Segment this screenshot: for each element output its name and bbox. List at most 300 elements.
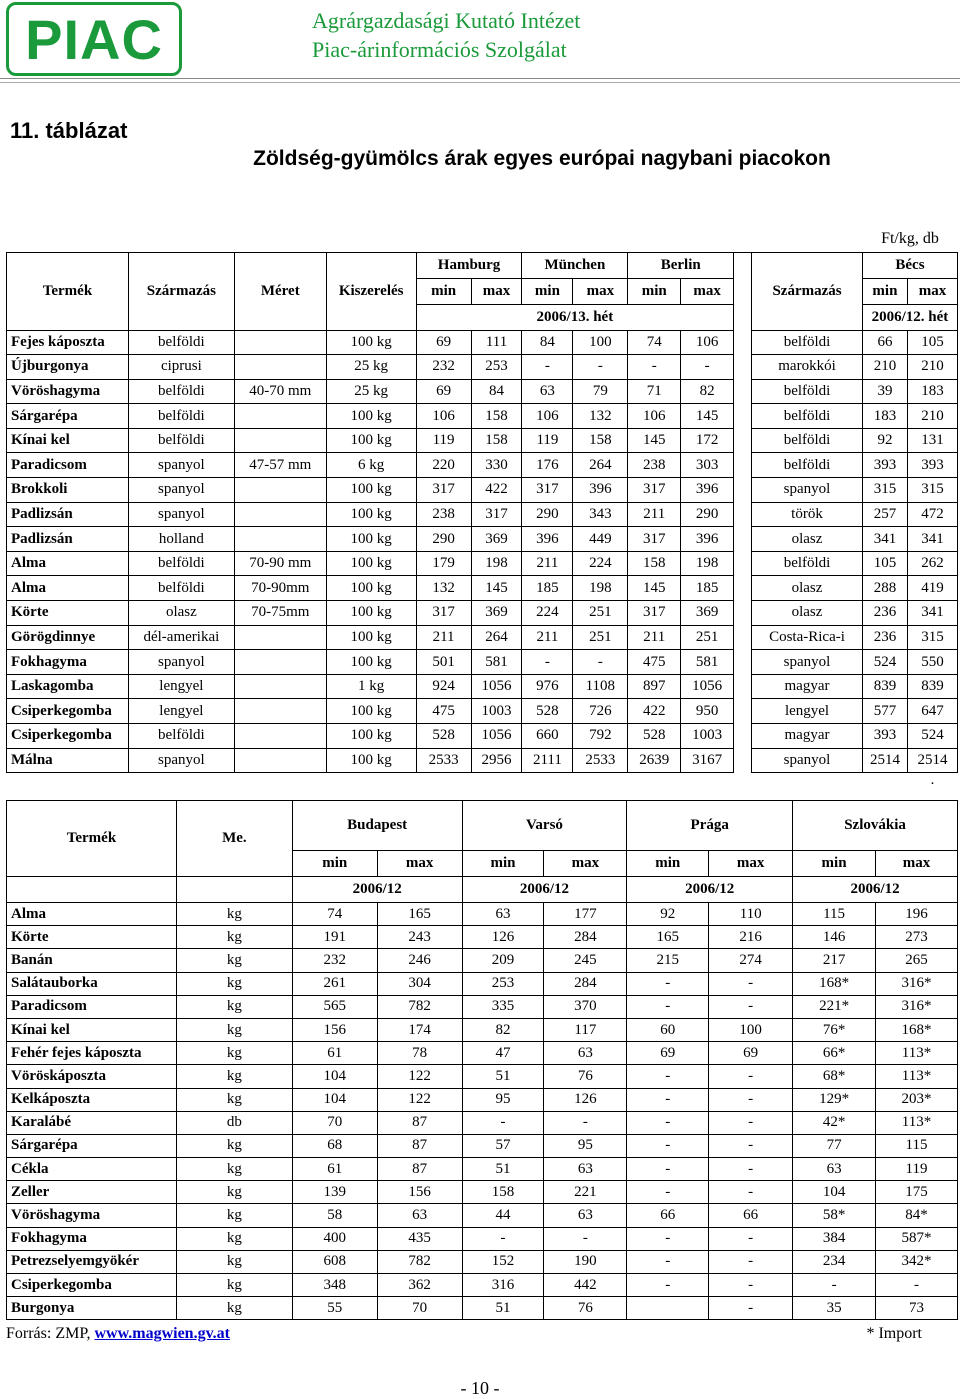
table-cell: 84 [471, 379, 522, 404]
table-row [7, 1204, 958, 1227]
hdr-max: max [907, 278, 957, 304]
table-cell: 100 kg [326, 330, 416, 355]
table-row [7, 748, 958, 773]
product-name: Sárgarépa [7, 404, 129, 429]
table-cell: 100 kg [326, 551, 416, 576]
table-cell: kg [176, 1018, 292, 1041]
table-cell: 100 [709, 1018, 793, 1041]
table-cell: 100 kg [326, 625, 416, 650]
product-name: Kínai kel [7, 1018, 177, 1041]
table-cell: 158 [573, 428, 628, 453]
table-cell: 501 [416, 650, 471, 675]
table-cell: 132 [573, 404, 628, 429]
column-gap [734, 478, 752, 503]
table-cell: 100 kg [326, 527, 416, 552]
table-cell: 175 [876, 1181, 958, 1204]
product-name: Fejes káposzta [7, 330, 129, 355]
table-cell: 290 [522, 502, 573, 527]
table-cell: 211 [522, 551, 573, 576]
table-cell: olasz [128, 601, 234, 626]
column-gap [734, 404, 752, 429]
table-cell: 839 [862, 674, 907, 699]
table-cell: 316 [462, 1274, 544, 1297]
product-name: Burgonya [7, 1297, 177, 1320]
table-cell: 792 [573, 724, 628, 749]
table-cell: 215 [627, 949, 709, 972]
table-cell: 126 [544, 1088, 627, 1111]
table-cell: 74 [292, 903, 377, 926]
table-cell: lengyel [128, 674, 234, 699]
table-cell: 165 [627, 926, 709, 949]
hdr-max: max [573, 278, 628, 304]
table-cell: 100 kg [326, 478, 416, 503]
table-cell: 897 [628, 674, 681, 699]
hdr-max: max [681, 278, 734, 304]
table-row [7, 428, 958, 453]
table-cell: - [628, 355, 681, 380]
piac-logo [6, 2, 182, 76]
table-cell: 179 [416, 551, 471, 576]
table-cell: 174 [377, 1018, 462, 1041]
table-cell [234, 748, 326, 773]
table-cell: 122 [377, 1088, 462, 1111]
table-cell: 524 [907, 724, 957, 749]
market-hamburg: Hamburg [416, 252, 522, 278]
table-cell: 63 [544, 1204, 627, 1227]
product-name: Salátauborka [7, 972, 177, 995]
table-cell: 528 [628, 724, 681, 749]
table-cell: 82 [462, 1018, 544, 1041]
table-cell: 131 [907, 428, 957, 453]
table-cell: 253 [471, 355, 522, 380]
table-cell: 1056 [471, 674, 522, 699]
table-cell: marokkói [752, 355, 863, 380]
table-cell: 304 [377, 972, 462, 995]
table-cell: 528 [416, 724, 471, 749]
table-cell: 246 [377, 949, 462, 972]
table-cell: belföldi [128, 379, 234, 404]
table-cell: 839 [907, 674, 957, 699]
product-name: Újburgonya [7, 355, 129, 380]
hdr-min: min [416, 278, 471, 304]
product-name: Fokhagyma [7, 1227, 177, 1250]
table-cell: 113* [876, 1065, 958, 1088]
table-cell [234, 428, 326, 453]
source-prefix: Forrás: ZMP, [6, 1325, 95, 1342]
hdr-max: max [544, 851, 627, 877]
table-cell: 393 [907, 453, 957, 478]
table-cell: 369 [471, 527, 522, 552]
table-cell: 369 [681, 601, 734, 626]
market-praga: Prága [627, 801, 793, 851]
table-cell: 210 [907, 355, 957, 380]
table-cell: 587* [876, 1227, 958, 1250]
col-header-meret: Méret [234, 252, 326, 330]
table-cell: 145 [628, 428, 681, 453]
table-cell: 317 [628, 527, 681, 552]
table-row [7, 379, 958, 404]
table-row [7, 674, 958, 699]
table-cell: 190 [544, 1250, 627, 1273]
table-row [7, 1227, 958, 1250]
product-name: Alma [7, 903, 177, 926]
table-cell: 105 [907, 330, 957, 355]
table-cell: 165 [377, 903, 462, 926]
table-cell: 348 [292, 1274, 377, 1297]
table-cell: 341 [907, 527, 957, 552]
table-row [7, 502, 958, 527]
table-cell: 210 [862, 355, 907, 380]
table-cell: 115 [876, 1134, 958, 1157]
market-munchen: München [522, 252, 628, 278]
table-cell: olasz [752, 601, 863, 626]
table-cell: 924 [416, 674, 471, 699]
product-name: Málna [7, 748, 129, 773]
table-cell: 100 kg [326, 601, 416, 626]
table-cell: kg [176, 1042, 292, 1065]
table-cell: - [462, 1111, 544, 1134]
col-header-szarmazas: Származás [128, 252, 234, 330]
table-cell: 100 kg [326, 502, 416, 527]
table-cell: belföldi [128, 330, 234, 355]
market-szlovakia: Szlovákia [793, 801, 958, 851]
table-cell: 317 [628, 478, 681, 503]
table-cell: 100 kg [326, 650, 416, 675]
table-row [7, 1065, 958, 1088]
period-label: 2006/12 [627, 877, 793, 903]
price-table-markets [6, 226, 958, 791]
table-cell: 129* [793, 1088, 876, 1111]
table-cell: - [627, 1134, 709, 1157]
table-cell: 565 [292, 995, 377, 1018]
table-cell: 303 [681, 453, 734, 478]
product-name: Vöröshagyma [7, 1204, 177, 1227]
table-cell: 449 [573, 527, 628, 552]
table-cell: 264 [573, 453, 628, 478]
table-cell: 44 [462, 1204, 544, 1227]
source-link[interactable]: www.magwien.gv.at [94, 1325, 231, 1342]
table-cell: 262 [907, 551, 957, 576]
table-cell: 251 [573, 601, 628, 626]
table-cell: 224 [573, 551, 628, 576]
table-cell: 221 [544, 1181, 627, 1204]
product-name: Csiperkegomba [7, 724, 129, 749]
product-name: Görögdinnye [7, 625, 129, 650]
table-cell: kg [176, 949, 292, 972]
table-cell: - [709, 995, 793, 1018]
table-cell: 2514 [862, 748, 907, 773]
column-gap [734, 724, 752, 749]
table-cell: - [709, 1158, 793, 1181]
table-cell: db [176, 1111, 292, 1134]
table-cell: kg [176, 1134, 292, 1157]
table-row [7, 1134, 958, 1157]
table-cell: - [627, 1158, 709, 1181]
table-cell: - [709, 1227, 793, 1250]
table-row [7, 903, 958, 926]
header-rule-thin [0, 82, 960, 83]
hdr-min: min [292, 851, 377, 877]
table-cell: 66 [709, 1204, 793, 1227]
table-cell: belföldi [752, 453, 863, 478]
table-cell: 211 [416, 625, 471, 650]
table-cell: 39 [862, 379, 907, 404]
table-row [7, 527, 958, 552]
table-cell: 95 [462, 1088, 544, 1111]
table-cell: 290 [681, 502, 734, 527]
table-cell: 6 kg [326, 453, 416, 478]
table-cell: 76* [793, 1018, 876, 1041]
table-cell: - [522, 650, 573, 675]
product-name: Cékla [7, 1158, 177, 1181]
table-cell: 726 [573, 699, 628, 724]
table-cell: kg [176, 1227, 292, 1250]
table-cell: 210 [907, 404, 957, 429]
table-cell: belföldi [128, 724, 234, 749]
table-row [7, 551, 958, 576]
table-cell: 139 [292, 1181, 377, 1204]
table-cell: 475 [628, 650, 681, 675]
table-cell: 2111 [522, 748, 573, 773]
table-cell: 393 [862, 453, 907, 478]
table-cell: 100 [573, 330, 628, 355]
table-cell: 442 [544, 1274, 627, 1297]
table-cell: 341 [862, 527, 907, 552]
table-cell: holland [128, 527, 234, 552]
table-cell: 581 [681, 650, 734, 675]
table-cell: olasz [752, 576, 863, 601]
table-cell: 156 [377, 1181, 462, 1204]
table-cell [234, 674, 326, 699]
table-cell: - [709, 972, 793, 995]
table-row [7, 453, 958, 478]
table-cell: kg [176, 1158, 292, 1181]
column-gap [734, 601, 752, 626]
table-cell: kg [176, 1297, 292, 1320]
institute-header [312, 6, 580, 64]
table-cell: 77 [793, 1134, 876, 1157]
service-name: Piac-árinformációs Szolgálat [312, 37, 567, 62]
table-cell [234, 724, 326, 749]
table-cell: - [522, 355, 573, 380]
table-cell: - [627, 1227, 709, 1250]
table-cell: 1003 [471, 699, 522, 724]
table-cell: 168* [793, 972, 876, 995]
table-cell: 106 [681, 330, 734, 355]
table-row [7, 1297, 958, 1320]
table-cell: 87 [377, 1158, 462, 1181]
table-cell: kg [176, 926, 292, 949]
table-cell: kg [176, 1088, 292, 1111]
product-name: Alma [7, 576, 129, 601]
table-cell: 216 [709, 926, 793, 949]
table-cell: 475 [416, 699, 471, 724]
table-row [7, 355, 958, 380]
table-cell: 40-70 mm [234, 379, 326, 404]
table-cell: 100 kg [326, 748, 416, 773]
table-cell: 177 [544, 903, 627, 926]
table-cell: 92 [627, 903, 709, 926]
column-gap [734, 527, 752, 552]
table-cell: 66* [793, 1042, 876, 1065]
table-cell: 78 [377, 1042, 462, 1065]
column-gap [734, 576, 752, 601]
table-row [7, 926, 958, 949]
table-cell: 185 [681, 576, 734, 601]
table-cell: 119 [416, 428, 471, 453]
table-cell: 158 [628, 551, 681, 576]
table-cell: belföldi [752, 330, 863, 355]
table-cell: 198 [471, 551, 522, 576]
table-cell: 71 [628, 379, 681, 404]
table-cell: 261 [292, 972, 377, 995]
table-cell: 172 [681, 428, 734, 453]
table-cell: 35 [793, 1297, 876, 1320]
table-cell: 82 [681, 379, 734, 404]
table-cell: 183 [862, 404, 907, 429]
table-cell: 100 kg [326, 576, 416, 601]
table-cell: 2514 [907, 748, 957, 773]
table-cell: 290 [416, 527, 471, 552]
period-label: 2006/12 [793, 877, 958, 903]
table-cell: 196 [876, 903, 958, 926]
table-cell: 211 [628, 502, 681, 527]
table-cell: 782 [377, 995, 462, 1018]
table-cell: 393 [862, 724, 907, 749]
table-cell: 362 [377, 1274, 462, 1297]
table-row [7, 1018, 958, 1041]
table-cell: 61 [292, 1042, 377, 1065]
column-gap [734, 551, 752, 576]
table-cell: 119 [876, 1158, 958, 1181]
table-row [7, 1274, 958, 1297]
table-cell: 25 kg [326, 355, 416, 380]
table-cell: 342* [876, 1250, 958, 1273]
table-cell: 126 [462, 926, 544, 949]
product-name: Vöröskáposzta [7, 1065, 177, 1088]
table-cell: 185 [522, 576, 573, 601]
table-cell: 69 [416, 379, 471, 404]
table-cell: 100 kg [326, 428, 416, 453]
trailing-dot: . [930, 772, 935, 789]
hdr-max: max [709, 851, 793, 877]
table-cell: kg [176, 995, 292, 1018]
market-varso: Varsó [462, 801, 627, 851]
table-cell: kg [176, 903, 292, 926]
table-cell: kg [176, 972, 292, 995]
table-cell: 217 [793, 949, 876, 972]
col-header-szarmazas2: Származás [752, 252, 863, 330]
table-cell: 284 [544, 926, 627, 949]
table-cell: kg [176, 1204, 292, 1227]
table-cell: Costa-Rica-i [752, 625, 863, 650]
table-cell: 79 [573, 379, 628, 404]
week-label-1: 2006/13. hét [416, 304, 734, 330]
hdr-max: max [377, 851, 462, 877]
table-cell: 2639 [628, 748, 681, 773]
table-cell: 264 [471, 625, 522, 650]
table-cell: 317 [628, 601, 681, 626]
table-row [7, 972, 958, 995]
table-cell: 209 [462, 949, 544, 972]
table-cell: 70 [292, 1111, 377, 1134]
table-cell: 117 [544, 1018, 627, 1041]
table-cell: 68* [793, 1065, 876, 1088]
table-cell: 198 [573, 576, 628, 601]
table-cell [234, 355, 326, 380]
table-cell: belföldi [128, 576, 234, 601]
table-cell: 111 [471, 330, 522, 355]
table-cell: 288 [862, 576, 907, 601]
table-cell: 70-90 mm [234, 551, 326, 576]
table-cell: 284 [544, 972, 627, 995]
table-cell: 55 [292, 1297, 377, 1320]
table-cell: 343 [573, 502, 628, 527]
table-cell: 251 [681, 625, 734, 650]
col-header-termek: Termék [7, 801, 177, 877]
table-cell: 113* [876, 1111, 958, 1134]
table-cell: 396 [573, 478, 628, 503]
product-name: Sárgarépa [7, 1134, 177, 1157]
table-cell: 70 [377, 1297, 462, 1320]
table-cell: 69 [416, 330, 471, 355]
column-gap [734, 625, 752, 650]
column-gap [734, 330, 752, 355]
table-cell: magyar [752, 724, 863, 749]
table-cell: 145 [471, 576, 522, 601]
table-cell: 69 [627, 1042, 709, 1065]
table-cell: 317 [416, 478, 471, 503]
page-number: - 10 - [460, 1378, 500, 1398]
table-cell: - [709, 1181, 793, 1204]
table-cell: 238 [416, 502, 471, 527]
table-cell: 183 [907, 379, 957, 404]
table-cell: 317 [522, 478, 573, 503]
table-cell: 51 [462, 1297, 544, 1320]
table-cell: belföldi [128, 404, 234, 429]
table-cell: - [709, 1065, 793, 1088]
table-cell: 316* [876, 995, 958, 1018]
table-cell: kg [176, 1065, 292, 1088]
col-header-kiszereles: Kiszerelés [326, 252, 416, 330]
table-cell: kg [176, 1181, 292, 1204]
table-cell: - [627, 1111, 709, 1134]
table-cell: 1 kg [326, 674, 416, 699]
table-cell: 158 [471, 404, 522, 429]
table-cell: 104 [793, 1181, 876, 1204]
period-label: 2006/12 [462, 877, 627, 903]
table-cell: 47 [462, 1042, 544, 1065]
week-label-2: 2006/12. hét [862, 304, 957, 330]
column-gap [734, 748, 752, 773]
table-cell: 608 [292, 1250, 377, 1273]
product-name: Petrezselyemgyökér [7, 1250, 177, 1273]
table-cell: 115 [793, 903, 876, 926]
source-note [6, 1325, 230, 1343]
table-cell [234, 699, 326, 724]
table-row [7, 1111, 958, 1134]
table-cell: 158 [471, 428, 522, 453]
table-cell: 100 kg [326, 724, 416, 749]
table-cell: - [627, 972, 709, 995]
table-cell: - [544, 1227, 627, 1250]
product-name: Alma [7, 551, 129, 576]
table-cell [234, 330, 326, 355]
table-row [7, 404, 958, 429]
table-cell: belföldi [752, 551, 863, 576]
table-cell: 87 [377, 1111, 462, 1134]
table-cell: 245 [544, 949, 627, 972]
